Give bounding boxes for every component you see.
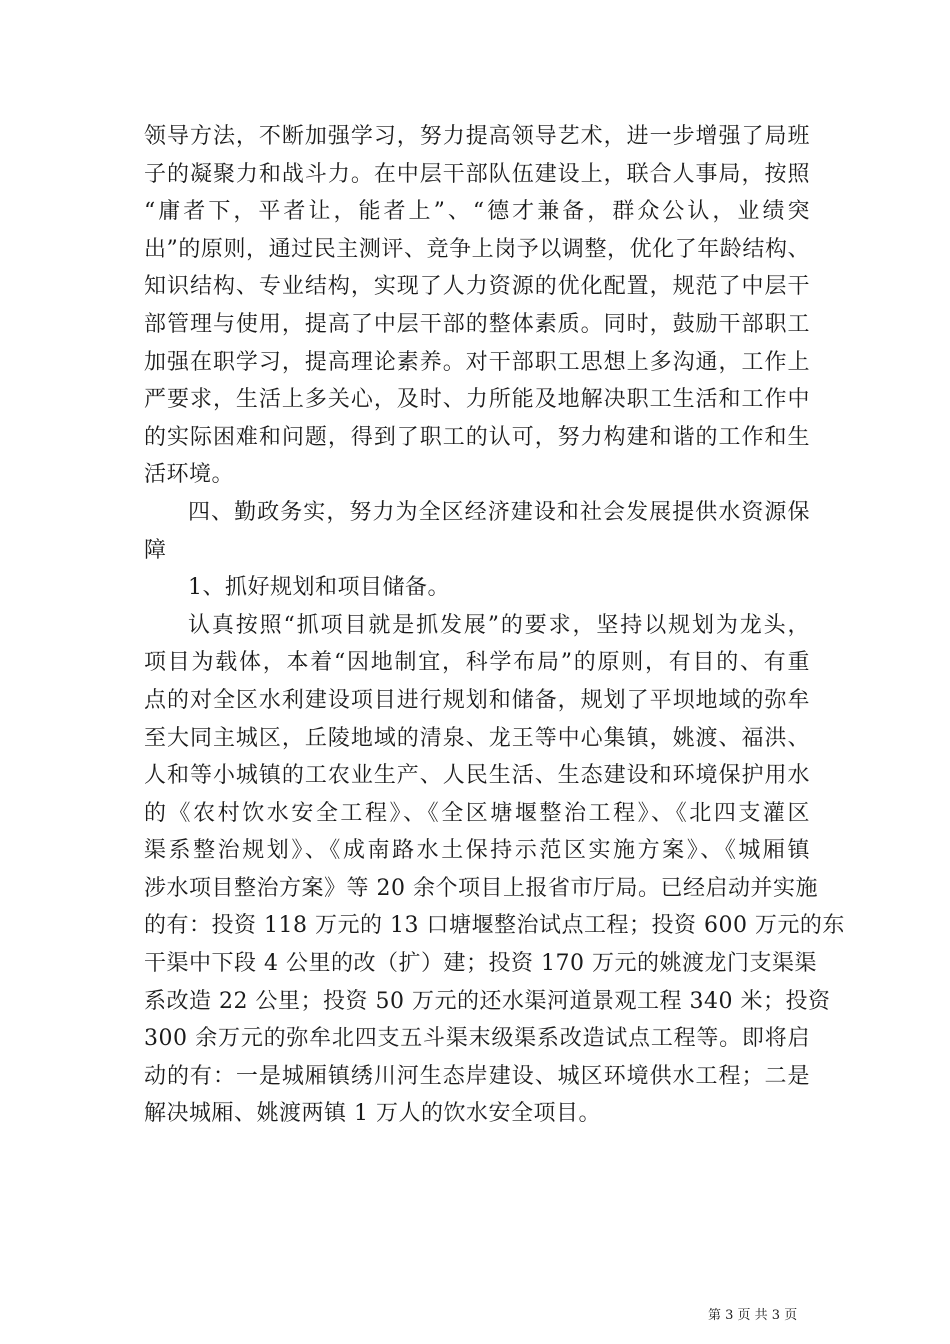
text-line: 障 xyxy=(144,537,167,563)
text-line: 子的凝聚力和战斗力。在中层干部队伍建设上，联合人事局，按照 xyxy=(144,161,810,187)
text-line: 涉水项目整治方案》等 20 余个项目上报省市厅局。已经启动并实施 xyxy=(144,875,818,901)
text-line: 的有：投资 118 万元的 13 口塘堰整治试点工程；投资 600 万元的东 xyxy=(144,913,845,939)
text-line: 项目为载体，本着“因地制宜，科学布局”的原则，有目的、有重 xyxy=(144,650,810,676)
text-line: 知识结构、专业结构，实现了人力资源的优化配置，规范了中层干 xyxy=(144,274,810,300)
text-line: 出”的原则，通过民主测评、竞争上岗予以调整，优化了年龄结构、 xyxy=(144,236,810,262)
text-line: 部管理与使用，提高了中层干部的整体素质。同时，鼓励干部职工 xyxy=(144,311,810,337)
text-line: 认真按照“抓项目就是抓发展”的要求，坚持以规划为龙头， xyxy=(188,612,810,638)
text-line: 1、抓好规划和项目储备。 xyxy=(188,575,450,601)
text-line: 严要求，生活上多关心，及时、力所能及地解决职工生活和工作中 xyxy=(144,387,810,413)
text-line: 领导方法，不断加强学习，努力提高领导艺术，进一步增强了局班 xyxy=(144,124,810,149)
text-line: 系改造 22 公里；投资 50 万元的还水渠河道景观工程 340 米；投资 xyxy=(144,988,831,1014)
text-line: 至大同主城区，丘陵地域的清泉、龙王等中心集镇，姚渡、福洪、 xyxy=(144,725,810,751)
text-line: 加强在职学习，提高理论素养。对干部职工思想上多沟通，工作上 xyxy=(144,349,810,375)
text-line: “庸者下，平者让，能者上”、“德才兼备，群众公认，业绩突 xyxy=(144,199,810,225)
text-line: 点的对全区水利建设项目进行规划和储备，规划了平坝地域的弥牟 xyxy=(144,687,810,713)
text-line: 300 余万元的弥牟北四支五斗渠末级渠系改造试点工程等。即将启 xyxy=(144,1026,810,1052)
text-line: 干渠中下段 4 公里的改（扩）建；投资 170 万元的姚渡龙门支渠渠 xyxy=(144,951,817,977)
text-line: 四、勤政务实，努力为全区经济建设和社会发展提供水资源保 xyxy=(188,499,810,525)
text-line: 动的有：一是城厢镇绣川河生态岸建设、城区环境供水工程；二是 xyxy=(144,1063,810,1089)
page-number: 第 3 页 共 3 页 xyxy=(708,1308,798,1323)
text-line: 的《农村饮水安全工程》、《全区塘堰整治工程》、《北四支灌区 xyxy=(144,800,810,826)
document-body xyxy=(144,118,845,1133)
text-line: 活环境。 xyxy=(144,462,235,488)
text-line: 人和等小城镇的工农业生产、人民生活、生态建设和环境保护用水 xyxy=(144,763,810,789)
text-line: 的实际困难和问题，得到了职工的认可，努力构建和谐的工作和生 xyxy=(144,424,810,450)
text-line: 渠系整治规划》、《成南路水土保持示范区实施方案》、《城厢镇 xyxy=(144,838,810,864)
text-line: 解决城厢、姚渡两镇 1 万人的饮水安全项目。 xyxy=(144,1101,601,1127)
